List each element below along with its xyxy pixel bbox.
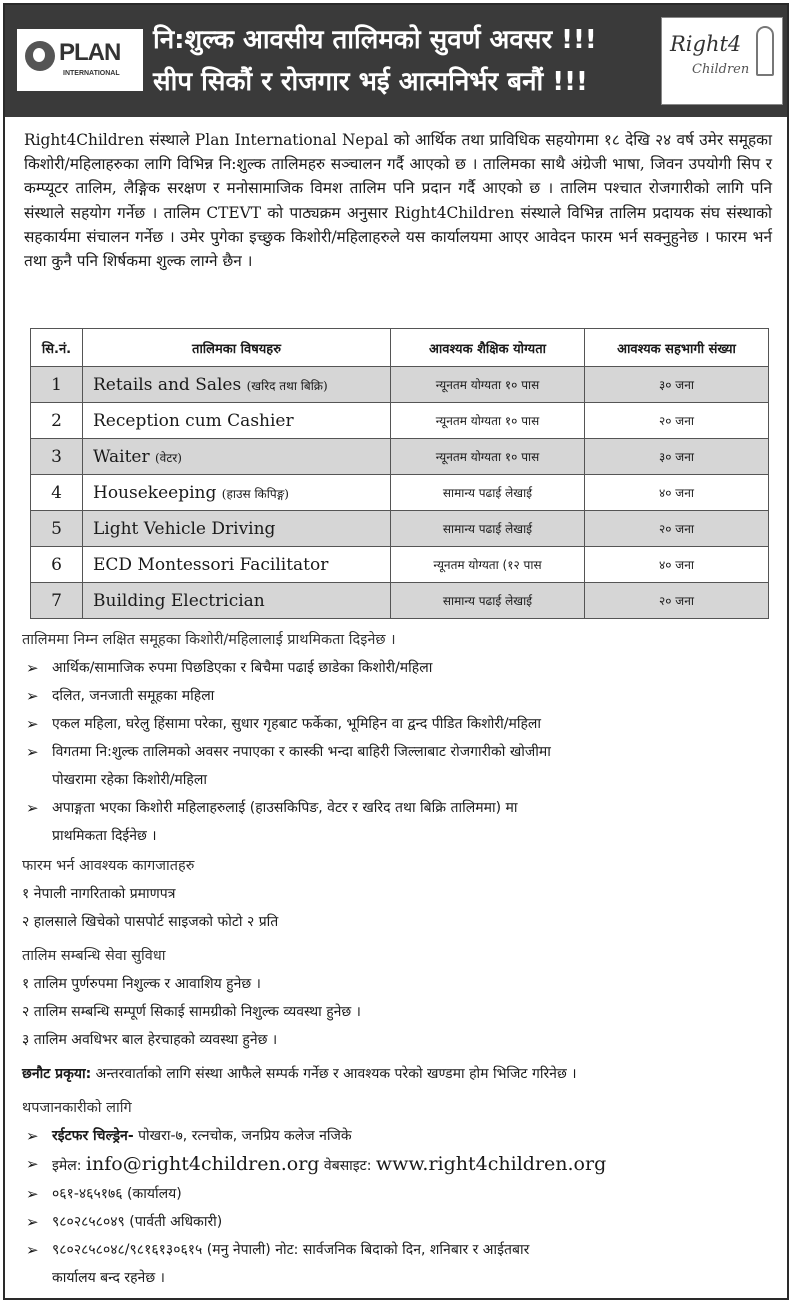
subject-en: ECD Montessori Facilitator [93, 554, 329, 575]
header-banner [5, 5, 787, 117]
row-subject [83, 583, 391, 619]
list-item-text: प्राथमिकता दिईनेछ । [52, 828, 157, 844]
table-row [31, 511, 769, 547]
arrow-bullet-icon: ➢ [26, 659, 39, 677]
row-count: ४० जना [585, 475, 769, 511]
list-item-text: पोखरामा रहेका किशोरी/महिला [52, 772, 207, 788]
row-sn: 5 [31, 511, 83, 547]
org-name: रईटफर चिल्ड्रेन- [52, 1128, 134, 1144]
arrow-bullet-icon: ➢ [26, 1213, 39, 1231]
documents-heading: फारम भर्न आवश्यक कागजातहरु [22, 858, 195, 874]
list-item-text: आर्थिक/सामाजिक रुपमा पिछडिएका र बिचैमा पढाई छाडेका किशोरी/महिला [52, 660, 433, 676]
row-qualification: न्यूनतम योग्यता (१२ पास [391, 547, 585, 583]
r4c-logo-sub: Children [692, 62, 750, 77]
r4c-logo-main: Right4 [670, 32, 742, 56]
list-item [22, 654, 778, 682]
contact-email-web [22, 1150, 778, 1180]
documents-section [22, 852, 778, 936]
row-qualification: न्यूनतम योग्यता १० पास [391, 367, 585, 403]
table-row [31, 439, 769, 475]
row-qualification: सामान्य पढाई लेखाई [391, 511, 585, 547]
subject-en: Retails and Sales [93, 374, 242, 395]
table-row [31, 547, 769, 583]
list-item-text: एकल महिला, घरेलु हिंसामा परेका, सुधार गृहबाट फर्केका, भूमिहिन वा द्वन्द पीडित किशोरी/महिला [52, 716, 542, 732]
col-header-sn: सि.नं. [31, 329, 83, 367]
subject-np: (खरिद तथा बिक्रि) [246, 378, 328, 393]
selection-label: छनौट प्रकृया: [22, 1066, 92, 1082]
website-label: वेबसाइट: [319, 1158, 376, 1174]
contact-phone-office [22, 1180, 778, 1208]
plan-logo-subtext: INTERNATIONAL [63, 70, 120, 77]
subject-en: Housekeeping [93, 482, 217, 503]
list-item: ३ तालिम अवधिभर बाल हेरचाहको व्यवस्था हुनेछ । [22, 1032, 278, 1048]
row-sn: 2 [31, 403, 83, 439]
row-count: ४० जना [585, 547, 769, 583]
contact-section [22, 1094, 778, 1292]
subject-np: (हाउस किपिङ्ग) [221, 486, 289, 501]
row-count: २० जना [585, 583, 769, 619]
child-figure-icon [756, 26, 774, 76]
email-link[interactable]: info@right4children.org [85, 1153, 320, 1175]
col-header-participants: आवश्यक सहभागी संख्या [585, 329, 769, 367]
priority-section [22, 626, 778, 850]
contact-org [22, 1122, 778, 1150]
arrow-bullet-icon: ➢ [26, 715, 39, 733]
arrow-bullet-icon: ➢ [26, 1127, 39, 1145]
list-item-text: दलित, जनजाती समूहका महिला [52, 688, 215, 704]
row-subject [83, 475, 391, 511]
row-count: २० जना [585, 511, 769, 547]
arrow-bullet-icon: ➢ [26, 743, 39, 761]
contact-note-continued [22, 1264, 778, 1292]
note-text: कार्यालय बन्द रहनेछ । [52, 1270, 165, 1286]
row-sn: 3 [31, 439, 83, 475]
row-subject [83, 403, 391, 439]
contact-phone-manu [22, 1236, 778, 1264]
row-subject [83, 367, 391, 403]
list-item-text: विगतमा नि:शुल्क तालिमको अवसर नपाएका र कास्की भन्दा बाहिरी जिल्लाबाट रोजगारीको खोजीमा [52, 744, 551, 760]
list-item [22, 794, 778, 822]
row-subject [83, 547, 391, 583]
arrow-bullet-icon: ➢ [26, 1241, 39, 1259]
arrow-bullet-icon: ➢ [26, 799, 39, 817]
contact-phone-parbati [22, 1208, 778, 1236]
arrow-bullet-icon: ➢ [26, 687, 39, 705]
table-row [31, 403, 769, 439]
list-item [22, 738, 778, 766]
subject-en: Waiter [93, 446, 150, 467]
plan-logo-text: PLAN [59, 39, 121, 66]
list-item [22, 710, 778, 738]
list-item [22, 682, 778, 710]
phone-text: ९८०२८५८०४९ (पार्वती अधिकारी) [52, 1214, 223, 1230]
subject-np: (वेटर) [155, 450, 182, 465]
row-qualification: न्यूनतम योग्यता १० पास [391, 403, 585, 439]
row-count: २० जना [585, 403, 769, 439]
contact-heading: थपजानकारीको लागि [22, 1100, 132, 1116]
row-subject [83, 511, 391, 547]
subject-en: Reception cum Cashier [93, 410, 294, 431]
col-header-subject: तालिमका विषयहरु [83, 329, 391, 367]
priority-heading: तालिममा निम्न लक्षित समूहका किशोरी/महिलालाई प्राथमिकता दिइनेछ । [22, 632, 396, 648]
table-row [31, 583, 769, 619]
headline-line-2: सीप सिकौं र रोजगार भई आत्मनिर्भर बनौं !!! [153, 67, 588, 97]
phone-text: ९८०२८५८०४८/९८१६१३०६१५ (मनु नेपाली) नोट: सार्वजनिक बिदाको दिन, शनिबार र आईतबार [52, 1242, 530, 1258]
row-qualification: सामान्य पढाई लेखाई [391, 475, 585, 511]
intro-paragraph: Right4Children संस्थाले Plan International Nepal को आर्थिक तथा प्राविधिक सहयोगमा १८ देखि २४ वर्ष उमेर समूहका किशोरी/महिलाहरुका लागि विभिन्न नि:शुल्क तालिमहरु सञ्चालन गर्दै आएको छ । तालिमका साथै अंग्रेजी भाषा, जिवन उपयोगी सिप र कम्प्यूटर तालिम, लैङ्गिक सरक्षण र मनोसामाजिक विमश तालिम पनि प्रदान गर्दै आएको छ । तालिम पश्चात रोजगारीको लागि पनि संस्थाले सहयोग गर्नेछ । तालिम CTEVT को पाठ्यक्रम अनुसार Right4Children संस्थाले विभिन्न तालिम प्रदायक संघ संस्थाको सहकार्यमा संचालन गर्नेछ । उमेर पुगेका इच्छुक किशोरी/महिलाहरुले यस कार्यालयमा आएर आवेदन फारम भर्न सक्नुहुनेछ । फारम भर्न तथा कुनै पनि शिर्षकमा शुल्क लाग्ने छैन । [24, 131, 772, 271]
list-item: २ तालिम सम्बन्धि सम्पूर्ण सिकाई सामग्रीको निशुल्क व्यवस्था हुनेछ । [22, 1004, 361, 1020]
table-row [31, 367, 769, 403]
selection-process [22, 1060, 778, 1088]
list-item-continued [22, 766, 778, 794]
arrow-bullet-icon: ➢ [26, 1185, 39, 1203]
headline-line-1: नि:शुल्क आवसीय तालिमको सुवर्ण अवसर !!! [153, 25, 597, 55]
phone-text: ०६१-४६५१७६ (कार्यालय) [52, 1186, 182, 1202]
banner-headline [153, 19, 653, 103]
course-table [30, 328, 769, 619]
list-item: १ तालिम पुर्णरुपमा निशुल्क र आवाशिय हुनेछ । [22, 976, 261, 992]
right4children-logo [661, 17, 783, 105]
row-subject [83, 439, 391, 475]
row-sn: 7 [31, 583, 83, 619]
row-qualification: सामान्य पढाई लेखाई [391, 583, 585, 619]
table-header-row [31, 329, 769, 367]
row-count: ३० जना [585, 367, 769, 403]
website-link[interactable]: www.right4children.org [375, 1153, 607, 1175]
row-qualification: न्यूनतम योग्यता १० पास [391, 439, 585, 475]
row-sn: 1 [31, 367, 83, 403]
row-sn: 6 [31, 547, 83, 583]
row-sn: 4 [31, 475, 83, 511]
list-item: १ नेपाली नागरिताको प्रमाणपत्र [22, 886, 176, 902]
table-row [31, 475, 769, 511]
subject-en: Light Vehicle Driving [93, 518, 276, 539]
col-header-qualification: आवश्यक शैक्षिक योग्यता [391, 329, 585, 367]
plan-international-logo [17, 29, 143, 91]
list-item-text: अपाङ्गता भएका किशोरी महिलाहरुलाई (हाउसकिपिङ, वेटर र खरिद तथा बिक्रि तालिममा) मा [52, 800, 518, 816]
arrow-bullet-icon: ➢ [26, 1155, 39, 1173]
email-label: इमेल: [52, 1158, 86, 1174]
row-count: ३० जना [585, 439, 769, 475]
list-item-continued [22, 822, 778, 850]
plan-logo-icon [25, 41, 55, 71]
org-address: पोखरा-७, रत्नचोक, जनप्रिय कलेज नजिके [133, 1128, 352, 1144]
facilities-section [22, 942, 778, 1054]
selection-text: अन्तरवार्ताको लागि संस्था आफैले सम्पर्क गर्नेछ र आवश्यक परेको खण्डमा होम भिजिट गरिनेछ । [91, 1066, 577, 1082]
facilities-heading: तालिम सम्बन्धि सेवा सुविधा [22, 948, 166, 964]
subject-en: Building Electrician [93, 590, 265, 611]
list-item: २ हालसाले खिचेको पासपोर्ट साइजको फोटो २ प्रति [22, 914, 279, 930]
